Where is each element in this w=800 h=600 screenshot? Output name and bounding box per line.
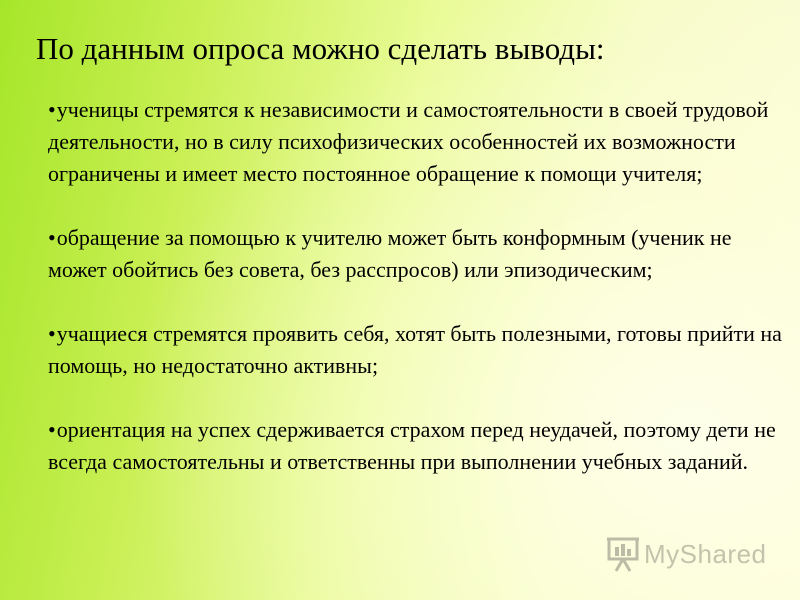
bullet-list [48,94,788,478]
bullet-item [48,94,788,190]
myshared-watermark [606,534,767,574]
bullet-text: ориентация на успех сдерживается страхом перед неудачей, поэтому дети не всегда самостоятельны и ответственны при выполнении учебных заданий. [48,417,776,474]
slide-title: По данным опроса можно сделать выводы: [36,31,605,66]
bullet-text: учащиеся стремятся проявить себя, хотят быть полезными, готовы прийти на помощь, но недостаточно активны; [48,321,782,378]
bullet-item [48,414,788,478]
presentation-board-icon [606,535,640,573]
bullet-text: обращение за помощью к учителю может быть конформным (ученик не может обойтись без совета, без расспросов) или эпизодическим; [48,225,732,282]
bullet-marker: • [48,417,56,442]
bullet-marker: • [48,225,56,250]
bullet-item [48,318,788,382]
bullet-item [48,222,788,286]
watermark-text: MyShared [644,538,767,569]
bullet-marker: • [48,97,56,122]
bullet-marker: • [48,321,56,346]
bullet-text: ученицы стремятся к независимости и самостоятельности в своей трудовой деятельности, но в силу психофизических особенностей их возможности ограничены и имеет место постоянное обращение к помощи учителя; [48,97,769,186]
